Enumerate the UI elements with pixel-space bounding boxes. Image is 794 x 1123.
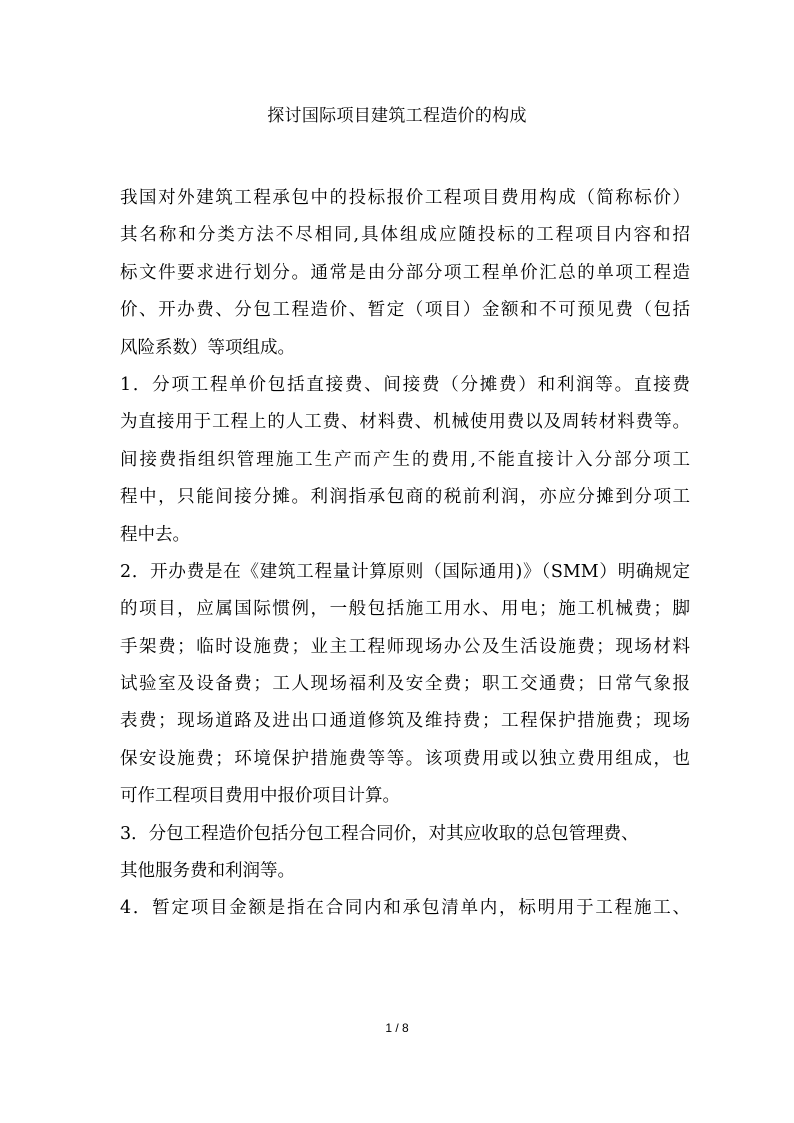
text-line: 4．暂定项目金额是指在合同内和承包清单内，标明用于工程施工、 bbox=[120, 898, 690, 919]
document-title: 探讨国际项目建筑工程造价的构成 bbox=[267, 106, 527, 126]
text-line: 程中去。 bbox=[120, 524, 190, 545]
text-line: 风险系数）等项组成。 bbox=[120, 337, 295, 358]
text-line: 价、开办费、分包工程造价、暂定（项目）金额和不可预见费（包括 bbox=[120, 300, 690, 321]
text-line: 其他服务费和利润等。 bbox=[120, 861, 295, 882]
text-line: 的项目，应属国际惯例，一般包括施工用水、用电；施工机械费；脚 bbox=[120, 599, 690, 620]
text-line: 表费；现场道路及进出口通道修筑及维持费；工程保护措施费；现场 bbox=[120, 711, 690, 732]
document-body bbox=[120, 180, 690, 928]
text-line: 可作工程项目费用中报价项目计算。 bbox=[120, 786, 400, 807]
text-line: 程中，只能间接分摊。利润指承包商的税前利润，亦应分摊到分项工 bbox=[120, 487, 690, 508]
text-line: 2．开办费是在《建筑工程量计算原则（国际通用)》（SMM）明确规定 bbox=[120, 561, 690, 582]
text-line: 为直接用于工程上的人工费、材料费、机械使用费以及周转材料费等。 bbox=[120, 412, 690, 433]
text-line: 间接费指组织管理施工生产而产生的费用,不能直接计入分部分项工 bbox=[120, 449, 690, 470]
text-line: 手架费；临时设施费；业主工程师现场办公及生活设施费；现场材料 bbox=[120, 636, 690, 657]
text-line: 我国对外建筑工程承包中的投标报价工程项目费用构成（简称标价） bbox=[120, 188, 690, 208]
page-number: 1 / 8 bbox=[385, 1021, 409, 1035]
text-line: 1．分项工程单价包括直接费、间接费（分摊费）和利润等。直接费 bbox=[120, 374, 690, 395]
text-line: 标文件要求进行划分。通常是由分部分项工程单价汇总的单项工程造 bbox=[120, 262, 690, 283]
text-line: 3．分包工程造价包括分包工程合同价，对其应收取的总包管理费、 bbox=[120, 823, 639, 844]
text-line: 试验室及设备费；工人现场福利及安全费；职工交通费；日常气象报 bbox=[120, 674, 690, 695]
text-line: 保安设施费；环境保护措施费等等。该项费用或以独立费用组成，也 bbox=[120, 748, 690, 769]
text-line: 其名称和分类方法不尽相同,具体组成应随投标的工程项目内容和招 bbox=[120, 225, 690, 246]
